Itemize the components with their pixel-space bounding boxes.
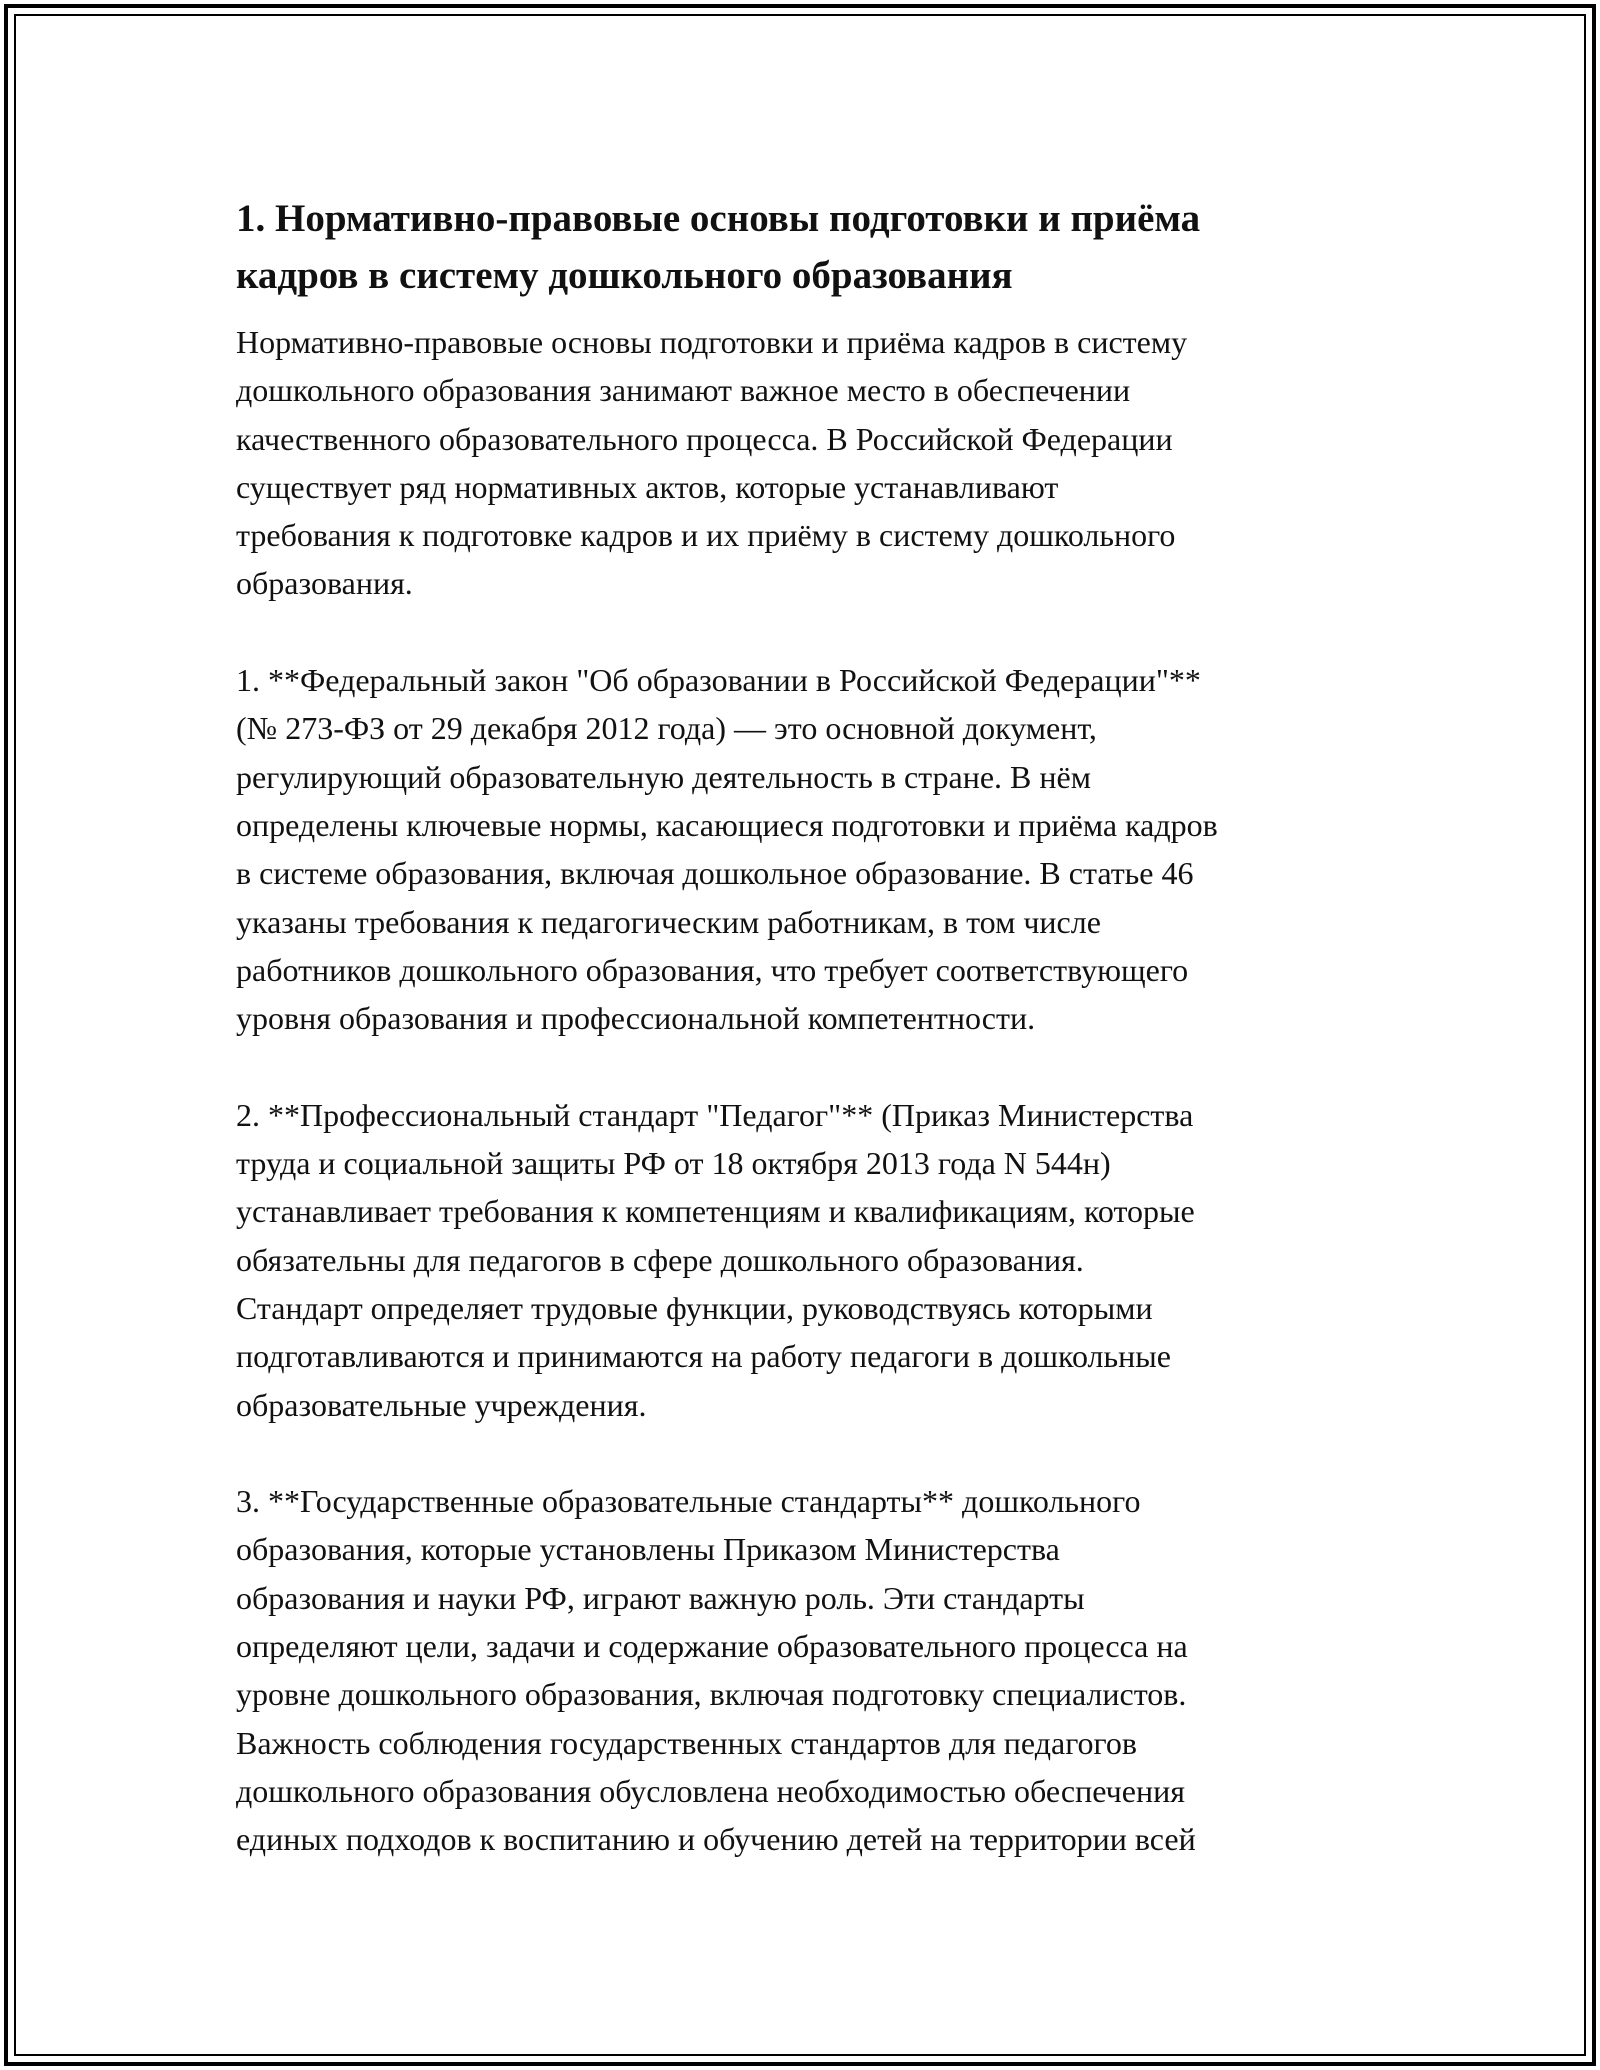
list-item-state-standards: 3. **Государственные образовательные стандарты** дошкольного образования, которые установлены Приказом Министерства образования и науки РФ, играют важную роль. Эти стандарты определяют цели, задачи и содержание образовательного процесса на уровне дошкольного образования, включая подготовку специалистов. Важность соблюдения государственных стандартов для педагогов дошкольного образования обусловлена необходимостью обеспечения единых подходов к воспитанию и обучению детей на территории всей — [236, 1483, 1196, 1858]
intro-paragraph: Нормативно-правовые основы подготовки и приёма кадров в систему дошкольного образования занимают важное место в обеспечении качественного образовательного процесса. В Российской Федерации существует ряд нормативных актов, которые устанавливают требования к подготовке кадров и их приёму в систему дошкольного образования. — [236, 324, 1188, 602]
list-item-federal-law: 1. **Федеральный закон "Об образовании в Российской Федерации"** (№ 273-ФЗ от 29 декабря 2012 года) — это основной документ, регулирующий образовательную деятельность в стране. В нём определены ключевые нормы, касающиеся подготовки и приёма кадров в системе образования, включая дошкольное образование. В статье 46 указаны требования к педагогическим работникам, в том числе работников дошкольного образования, что требует соответствующего уровня образования и профессиональной компетентности. — [236, 662, 1218, 1037]
section-title: 1. Нормативно-правовые основы подготовки и приёма кадров в систему дошкольного образования — [236, 197, 1201, 297]
list-item-professional-standard: 2. **Профессиональный стандарт "Педагог"** (Приказ Министерства труда и социальной защиты РФ от 18 октября 2013 года N 544н) устанавливает требования к компетенциям и квалификациям, которые обязательны для педагогов в сфере дошкольного образования. Стандарт определяет трудовые функции, руководствуясь которыми подготавливаются и принимаются на работу педагоги в дошкольные образовательные учреждения. — [236, 1096, 1195, 1423]
document-page — [236, 190, 1396, 1864]
